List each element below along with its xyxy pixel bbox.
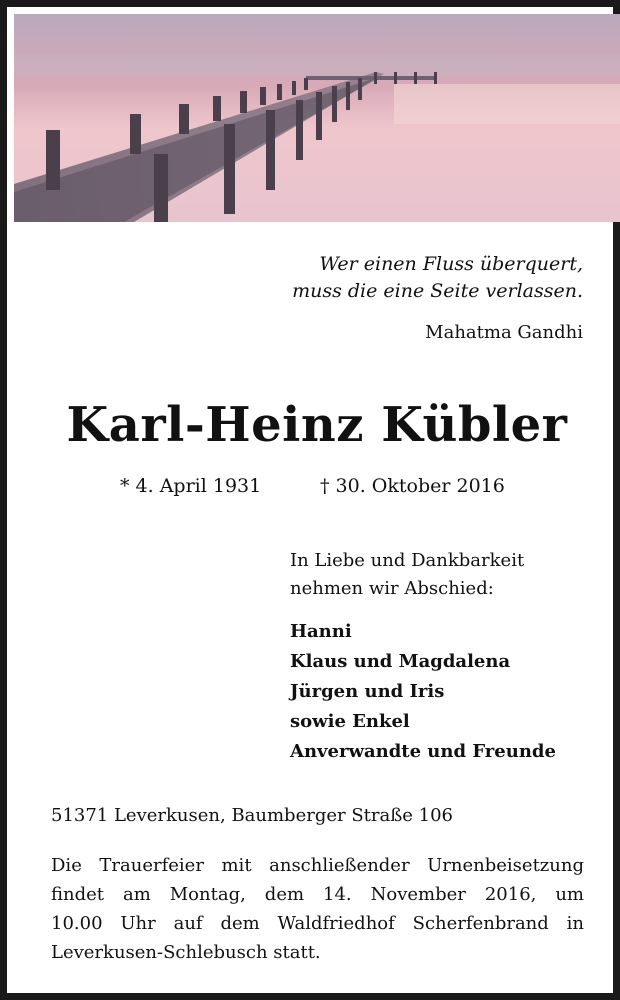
funeral-info-line-4: Leverkusen-Schlebusch statt.	[51, 942, 321, 963]
farewell-intro-line-2: nehmen wir Abschied:	[290, 578, 494, 599]
jetty-lake-photo	[14, 14, 620, 222]
funeral-info-line-1: Die Trauerfeier mit anschließender Urnenbeisetzung	[51, 855, 584, 876]
quote-author: Mahatma Gandhi	[425, 322, 583, 343]
quote-line-1: Wer einen Fluss überquert,	[319, 253, 583, 275]
mourner-name: Hanni	[290, 621, 352, 642]
funeral-info-line-3: 10.00 Uhr auf dem Waldfriedhof Scherfenbrand in	[51, 913, 584, 934]
death-date: † 30. Oktober 2016	[320, 475, 505, 497]
mourner-name: Anverwandte und Freunde	[290, 741, 556, 762]
quote-line-2: muss die eine Seite verlassen.	[292, 280, 583, 302]
birth-date: * 4. April 1931	[120, 475, 262, 497]
mourner-name: Klaus und Magdalena	[290, 651, 511, 672]
mourner-name: sowie Enkel	[290, 711, 410, 732]
mourners-list	[290, 617, 556, 767]
deceased-name: Karl-Heinz Kübler	[66, 397, 568, 453]
farewell-intro-line-1: In Liebe und Dankbarkeit	[290, 550, 525, 571]
mourner-name: Jürgen und Iris	[290, 681, 445, 702]
family-address: 51371 Leverkusen, Baumberger Straße 106	[51, 805, 453, 826]
funeral-info-line-2: findet am Montag, dem 14. November 2016, um	[51, 884, 584, 905]
